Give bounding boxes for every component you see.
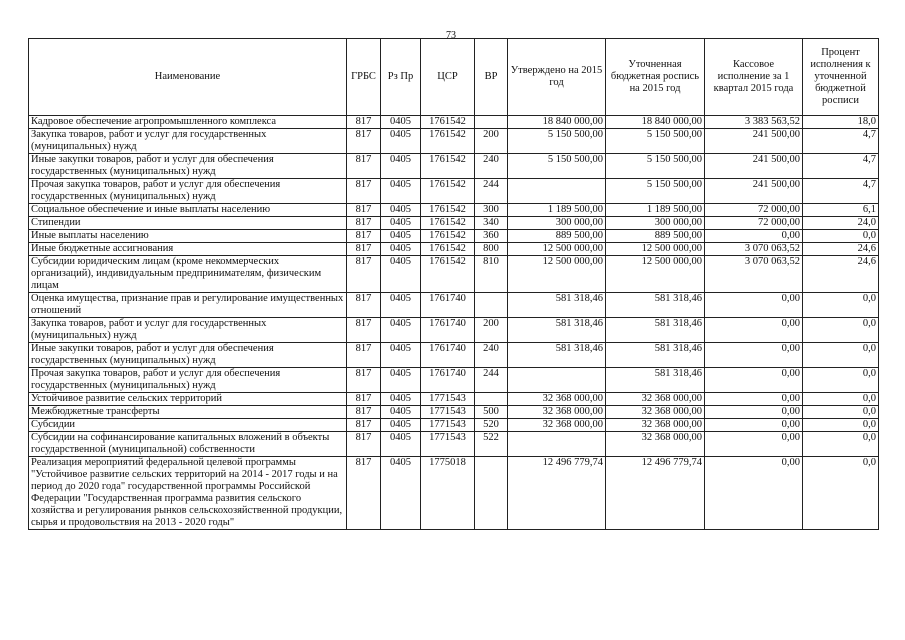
cell-refined: 581 318,46 (606, 318, 705, 343)
cell-rzpr: 0405 (381, 256, 421, 293)
cell-vr: 520 (475, 419, 508, 432)
cell-cash: 0,00 (705, 406, 803, 419)
table-row (29, 217, 879, 230)
cell-rzpr: 0405 (381, 129, 421, 154)
cell-csr: 1761542 (421, 217, 475, 230)
cell-grbs: 817 (347, 368, 381, 393)
cell-approved (508, 368, 606, 393)
cell-approved: 1 189 500,00 (508, 204, 606, 217)
cell-approved: 581 318,46 (508, 343, 606, 368)
table-row (29, 318, 879, 343)
header-vr: ВР (475, 39, 508, 116)
table-row (29, 204, 879, 217)
cell-approved: 581 318,46 (508, 293, 606, 318)
cell-cash: 3 383 563,52 (705, 116, 803, 129)
cell-cash: 72 000,00 (705, 204, 803, 217)
cell-percent: 0,0 (803, 368, 879, 393)
cell-grbs: 817 (347, 204, 381, 217)
cell-rzpr: 0405 (381, 154, 421, 179)
table-row (29, 179, 879, 204)
cell-csr: 1761542 (421, 116, 475, 129)
cell-vr (475, 393, 508, 406)
cell-rzpr: 0405 (381, 457, 421, 530)
cell-cash: 0,00 (705, 393, 803, 406)
cell-refined: 889 500,00 (606, 230, 705, 243)
cell-grbs: 817 (347, 129, 381, 154)
table-row (29, 432, 879, 457)
cell-rzpr: 0405 (381, 204, 421, 217)
cell-rzpr: 0405 (381, 393, 421, 406)
cell-vr: 200 (475, 129, 508, 154)
cell-name: Оценка имущества, признание прав и регулирование имущественных отношений (29, 293, 347, 318)
cell-name: Кадровое обеспечение агропромышленного комплекса (29, 116, 347, 129)
cell-csr: 1771543 (421, 393, 475, 406)
cell-percent: 0,0 (803, 230, 879, 243)
cell-vr: 340 (475, 217, 508, 230)
cell-csr: 1761542 (421, 230, 475, 243)
cell-refined: 581 318,46 (606, 368, 705, 393)
header-csr: ЦСР (421, 39, 475, 116)
cell-refined: 12 500 000,00 (606, 243, 705, 256)
cell-csr: 1771543 (421, 419, 475, 432)
cell-grbs: 817 (347, 217, 381, 230)
cell-name: Закупка товаров, работ и услуг для государственных (муниципальных) нужд (29, 129, 347, 154)
cell-name: Прочая закупка товаров, работ и услуг для обеспечения государственных (муниципальных) нужд (29, 179, 347, 204)
cell-csr: 1771543 (421, 432, 475, 457)
cell-refined: 5 150 500,00 (606, 129, 705, 154)
cell-vr: 522 (475, 432, 508, 457)
cell-cash: 3 070 063,52 (705, 256, 803, 293)
cell-refined: 581 318,46 (606, 293, 705, 318)
cell-cash: 0,00 (705, 432, 803, 457)
cell-csr: 1761542 (421, 179, 475, 204)
table-row (29, 116, 879, 129)
cell-cash: 72 000,00 (705, 217, 803, 230)
table-body (29, 116, 879, 530)
cell-csr: 1761542 (421, 129, 475, 154)
cell-approved: 5 150 500,00 (508, 129, 606, 154)
cell-approved (508, 432, 606, 457)
table-row (29, 419, 879, 432)
cell-cash: 0,00 (705, 419, 803, 432)
cell-percent: 6,1 (803, 204, 879, 217)
cell-name: Субсидии на софинансирование капитальных вложений в объекты государственной (муниципальной) собственности (29, 432, 347, 457)
cell-percent: 18,0 (803, 116, 879, 129)
cell-csr: 1761542 (421, 154, 475, 179)
header-approved: Утверждено на 2015 год (508, 39, 606, 116)
cell-cash: 0,00 (705, 457, 803, 530)
cell-cash: 241 500,00 (705, 129, 803, 154)
cell-vr (475, 293, 508, 318)
cell-percent: 24,0 (803, 217, 879, 230)
cell-grbs: 817 (347, 419, 381, 432)
cell-name: Иные бюджетные ассигнования (29, 243, 347, 256)
cell-name: Стипендии (29, 217, 347, 230)
cell-refined: 5 150 500,00 (606, 179, 705, 204)
cell-percent: 0,0 (803, 457, 879, 530)
cell-approved: 300 000,00 (508, 217, 606, 230)
cell-refined: 18 840 000,00 (606, 116, 705, 129)
cell-name: Прочая закупка товаров, работ и услуг для обеспечения государственных (муниципальных) нужд (29, 368, 347, 393)
table-row (29, 154, 879, 179)
cell-percent: 24,6 (803, 243, 879, 256)
cell-cash: 241 500,00 (705, 154, 803, 179)
cell-vr: 200 (475, 318, 508, 343)
cell-grbs: 817 (347, 432, 381, 457)
cell-approved: 5 150 500,00 (508, 154, 606, 179)
cell-rzpr: 0405 (381, 406, 421, 419)
cell-rzpr: 0405 (381, 116, 421, 129)
cell-csr: 1761740 (421, 293, 475, 318)
cell-vr: 240 (475, 154, 508, 179)
cell-rzpr: 0405 (381, 293, 421, 318)
table-row (29, 293, 879, 318)
cell-refined: 32 368 000,00 (606, 432, 705, 457)
cell-cash: 241 500,00 (705, 179, 803, 204)
header-grbs: ГРБС (347, 39, 381, 116)
cell-csr: 1775018 (421, 457, 475, 530)
cell-vr: 244 (475, 368, 508, 393)
cell-percent: 24,6 (803, 256, 879, 293)
cell-rzpr: 0405 (381, 318, 421, 343)
cell-vr: 800 (475, 243, 508, 256)
cell-cash: 0,00 (705, 343, 803, 368)
cell-rzpr: 0405 (381, 179, 421, 204)
cell-grbs: 817 (347, 243, 381, 256)
cell-grbs: 817 (347, 318, 381, 343)
cell-percent: 4,7 (803, 154, 879, 179)
cell-approved: 889 500,00 (508, 230, 606, 243)
cell-percent: 4,7 (803, 179, 879, 204)
cell-cash: 0,00 (705, 230, 803, 243)
cell-grbs: 817 (347, 154, 381, 179)
cell-refined: 32 368 000,00 (606, 419, 705, 432)
table-row (29, 406, 879, 419)
cell-csr: 1761740 (421, 343, 475, 368)
cell-refined: 581 318,46 (606, 343, 705, 368)
cell-vr: 244 (475, 179, 508, 204)
cell-csr: 1771543 (421, 406, 475, 419)
cell-vr (475, 457, 508, 530)
cell-grbs: 817 (347, 343, 381, 368)
cell-vr (475, 116, 508, 129)
cell-approved: 12 496 779,74 (508, 457, 606, 530)
cell-grbs: 817 (347, 179, 381, 204)
cell-cash: 3 070 063,52 (705, 243, 803, 256)
cell-vr: 360 (475, 230, 508, 243)
cell-percent: 0,0 (803, 343, 879, 368)
cell-vr: 500 (475, 406, 508, 419)
cell-csr: 1761542 (421, 204, 475, 217)
cell-vr: 240 (475, 343, 508, 368)
cell-rzpr: 0405 (381, 230, 421, 243)
cell-name: Межбюджетные трансферты (29, 406, 347, 419)
cell-name: Иные выплаты населению (29, 230, 347, 243)
cell-percent: 0,0 (803, 419, 879, 432)
cell-rzpr: 0405 (381, 243, 421, 256)
budget-table (28, 38, 879, 530)
cell-refined: 5 150 500,00 (606, 154, 705, 179)
cell-cash: 0,00 (705, 293, 803, 318)
cell-refined: 32 368 000,00 (606, 393, 705, 406)
cell-grbs: 817 (347, 406, 381, 419)
cell-approved: 581 318,46 (508, 318, 606, 343)
cell-percent: 0,0 (803, 293, 879, 318)
cell-approved (508, 179, 606, 204)
cell-vr: 300 (475, 204, 508, 217)
cell-approved: 18 840 000,00 (508, 116, 606, 129)
table-row (29, 230, 879, 243)
cell-grbs: 817 (347, 256, 381, 293)
cell-grbs: 817 (347, 457, 381, 530)
table-row (29, 243, 879, 256)
cell-csr: 1761740 (421, 318, 475, 343)
cell-name: Закупка товаров, работ и услуг для государственных (муниципальных) нужд (29, 318, 347, 343)
cell-refined: 300 000,00 (606, 217, 705, 230)
table-row (29, 368, 879, 393)
cell-name: Субсидии (29, 419, 347, 432)
page-number: 73 (446, 30, 456, 41)
cell-percent: 0,0 (803, 432, 879, 457)
cell-approved: 12 500 000,00 (508, 256, 606, 293)
cell-percent: 0,0 (803, 393, 879, 406)
cell-rzpr: 0405 (381, 368, 421, 393)
cell-refined: 32 368 000,00 (606, 406, 705, 419)
cell-approved: 32 368 000,00 (508, 393, 606, 406)
table-row (29, 343, 879, 368)
cell-percent: 0,0 (803, 318, 879, 343)
cell-name: Социальное обеспечение и иные выплаты населению (29, 204, 347, 217)
table-row (29, 457, 879, 530)
cell-rzpr: 0405 (381, 432, 421, 457)
cell-refined: 1 189 500,00 (606, 204, 705, 217)
cell-approved: 12 500 000,00 (508, 243, 606, 256)
cell-name: Реализация мероприятий федеральной целевой программы "Устойчивое развитие сельских территорий на 2014 - 2017 годы и на период до 2020 года" государственной программы Российской Федерации "Государственная программа развития сельского хозяйства и регулирования рынков сельскохозяйственной продукции, сырья и продовольствия на 2013 - 2020 годы" (29, 457, 347, 530)
header-percent: Процент исполнения к уточненной бюджетной росписи (803, 39, 879, 116)
cell-cash: 0,00 (705, 368, 803, 393)
cell-name: Иные закупки товаров, работ и услуг для обеспечения государственных (муниципальных) нужд (29, 154, 347, 179)
cell-approved: 32 368 000,00 (508, 419, 606, 432)
cell-csr: 1761542 (421, 256, 475, 293)
cell-refined: 12 500 000,00 (606, 256, 705, 293)
header-refined: Уточненная бюджетная роспись на 2015 год (606, 39, 705, 116)
cell-rzpr: 0405 (381, 419, 421, 432)
cell-vr: 810 (475, 256, 508, 293)
header-row (29, 39, 879, 116)
cell-name: Субсидии юридическим лицам (кроме некоммерческих организаций), индивидуальным предпринимателям, физическим лицам (29, 256, 347, 293)
table-row (29, 256, 879, 293)
header-rzpr: Рз Пр (381, 39, 421, 116)
header-name: Наименование (29, 39, 347, 116)
cell-grbs: 817 (347, 393, 381, 406)
cell-percent: 0,0 (803, 406, 879, 419)
cell-csr: 1761740 (421, 368, 475, 393)
cell-csr: 1761542 (421, 243, 475, 256)
table-row (29, 393, 879, 406)
cell-rzpr: 0405 (381, 217, 421, 230)
cell-approved: 32 368 000,00 (508, 406, 606, 419)
cell-grbs: 817 (347, 293, 381, 318)
cell-rzpr: 0405 (381, 343, 421, 368)
cell-percent: 4,7 (803, 129, 879, 154)
header-cash: Кассовое исполнение за 1 квартал 2015 года (705, 39, 803, 116)
cell-name: Иные закупки товаров, работ и услуг для обеспечения государственных (муниципальных) нужд (29, 343, 347, 368)
cell-grbs: 817 (347, 116, 381, 129)
cell-refined: 12 496 779,74 (606, 457, 705, 530)
table-row (29, 129, 879, 154)
cell-name: Устойчивое развитие сельских территорий (29, 393, 347, 406)
cell-cash: 0,00 (705, 318, 803, 343)
cell-grbs: 817 (347, 230, 381, 243)
